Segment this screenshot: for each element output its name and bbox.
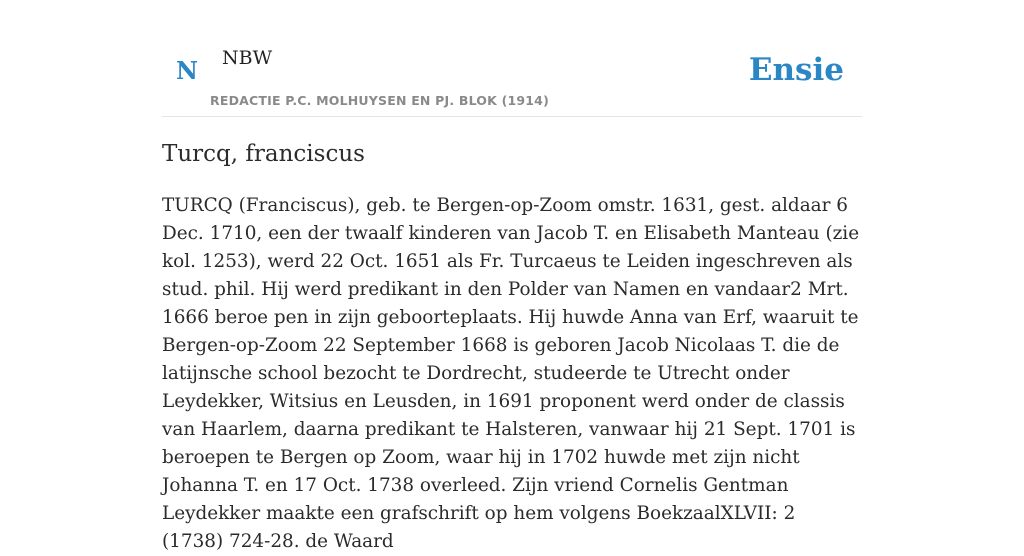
source-header [162,0,862,117]
article-title: Turcq, franciscus [162,141,365,167]
source-logo-icon: N [176,56,198,85]
article-body: TURCQ (Franciscus), geb. te Bergen-op-Zoom omstr. 1631, gest. aldaar 6 Dec. 1710, een der twaalf kinderen van Jacob T. en Elisabeth Manteau (zie kol. 1253), werd 22 Oct. 1651 als Fr. Turcaeus te Leiden ingeschreven als stud. phil. Hij werd predikant in den Polder van Namen en vandaar2 Mrt. 1666 beroe pen in zijn geboorteplaats. Hij huwde Anna van Erf, waaruit te Bergen-op-Zoom 22 September 1668 is geboren Jacob Nicolaas T. die de latijnsche school bezocht te Dordrecht, studeerde te Utrecht onder Leydekker, Witsius en Leusden, in 1691 proponent werd onder de classis van Haarlem, daarna predikant te Halsteren, vanwaar hij 21 Sept. 1701 is beroepen te Bergen op Zoom, waar hij in 1702 huwde met zijn nicht Johanna T. en 17 Oct. 1738 overleed. Zijn vriend Cornelis Gentman Leydekker maakte een grafschrift op hem volgens BoekzaalXLVII: 2 (1738) 724-28. de Waard [162,195,860,552]
source-subtitle: REDACTIE P.C. MOLHUYSEN EN PJ. BLOK (1914) [210,93,549,108]
source-name[interactable]: NBW [222,47,273,69]
brand-logo[interactable]: Ensie [748,52,844,88]
